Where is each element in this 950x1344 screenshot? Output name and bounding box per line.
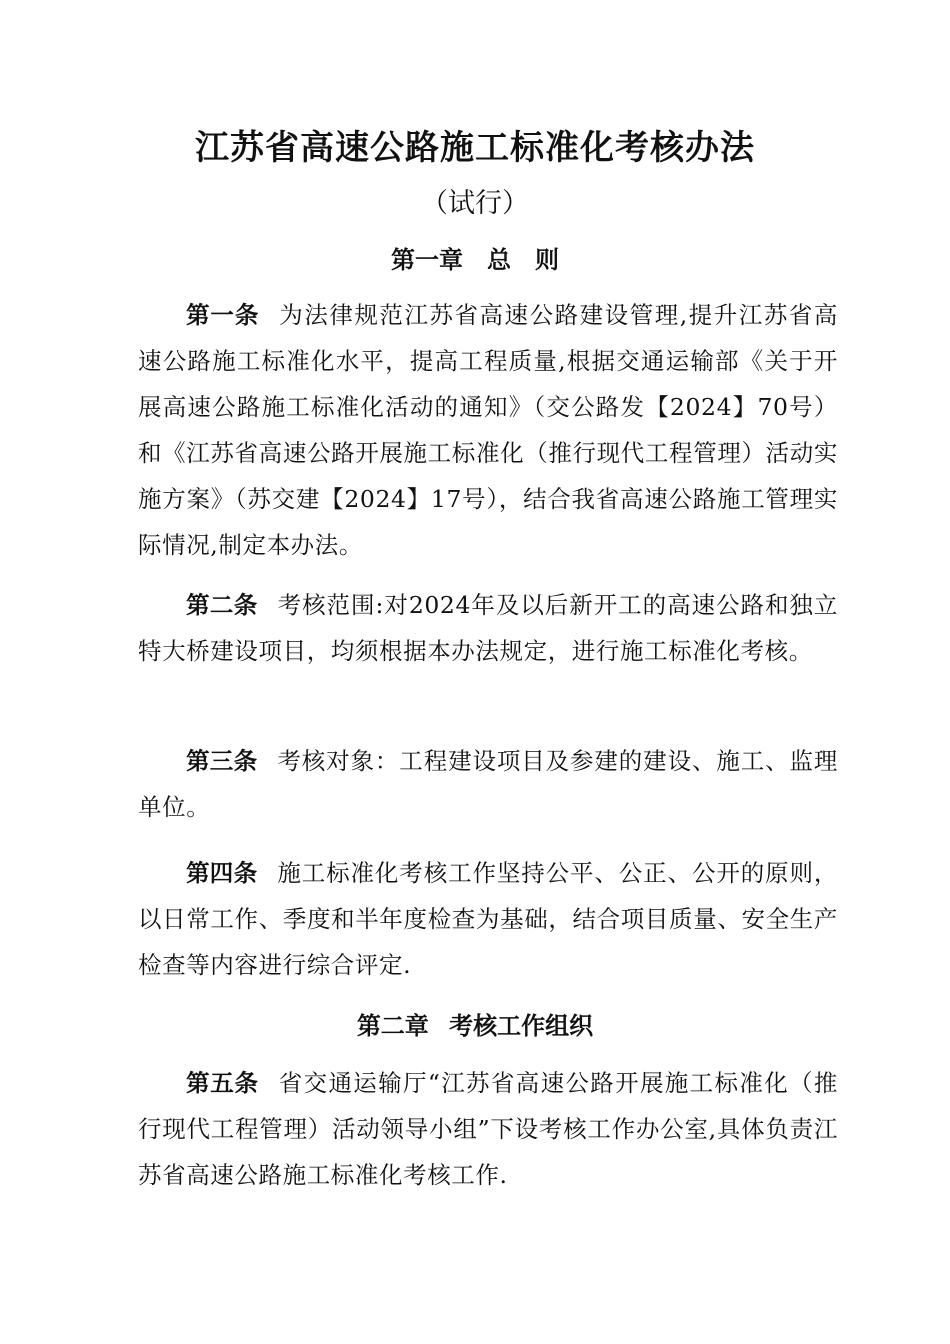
article-5 xyxy=(138,1060,838,1198)
article-2 xyxy=(138,582,838,674)
article-3-label: 第三条 xyxy=(186,747,258,775)
article-5-label: 第五条 xyxy=(186,1069,259,1097)
article-3-text: 考核对象：工程建设项目及参建的建设、施工、监理单位。 xyxy=(138,747,838,821)
document-title: 江苏省高速公路施工标准化考核办法 xyxy=(195,128,755,168)
article-2-text: 考核范围:对2024年及以后新开工的高速公路和独立特大桥建设项目，均须根据本办法规定，进行施工标准化考核。 xyxy=(138,591,839,665)
article-1 xyxy=(138,292,838,568)
article-1-text: 为法律规范江苏省高速公路建设管理,提升江苏省高速公路施工标准化水平，提高工程质量,根据交通运输部《关于开展高速公路施工标准化活动的通知》（交公路发【2024】70号）和《江苏省高速公路开展施工标准化（推行现代工程管理）活动实施方案》（苏交建【2024】17号），结合我省高速公路施工管理实际情况,制定本办法。 xyxy=(138,301,838,559)
article-4 xyxy=(138,850,838,988)
chapter-1-heading: 第一章 总 则 xyxy=(391,246,559,274)
article-5-text: 省交通运输厅“江苏省高速公路开展施工标准化（推行现代工程管理）活动领导小组”下设考核工作办公室,具体负责江苏省高速公路施工标准化考核工作. xyxy=(138,1069,838,1189)
article-1-label: 第一条 xyxy=(186,301,260,329)
document-subtitle: （试行） xyxy=(421,188,529,219)
article-4-text: 施工标准化考核工作坚持公平、公正、公开的原则，以日常工作、季度和半年度检查为基础，结合项目质量、安全生产检查等内容进行综合评定. xyxy=(138,859,838,979)
article-2-label: 第二条 xyxy=(186,591,258,619)
article-4-label: 第四条 xyxy=(186,859,258,887)
chapter-2-heading: 第二章 考核工作组织 xyxy=(356,1012,594,1040)
article-3 xyxy=(138,738,838,830)
